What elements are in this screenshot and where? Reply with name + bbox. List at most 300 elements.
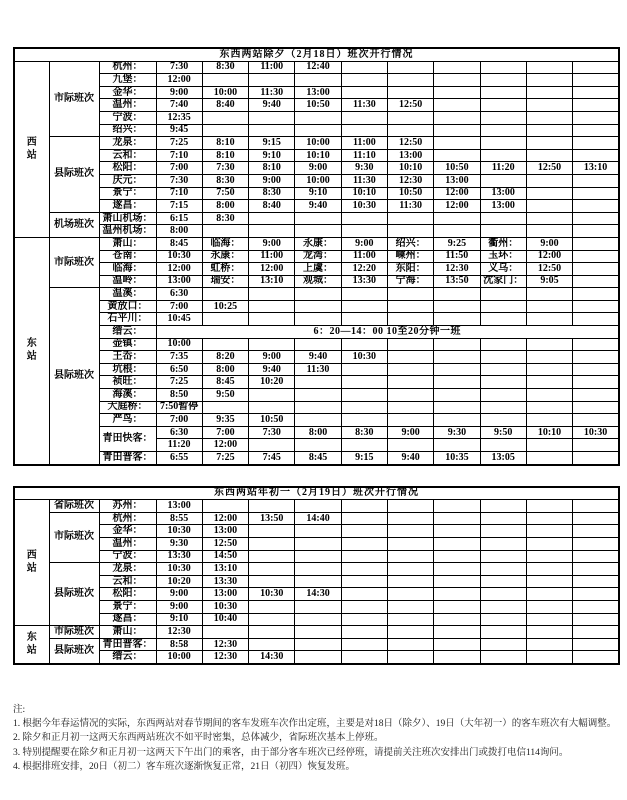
dest-label: 萧山机场： xyxy=(99,212,156,225)
empty-cell xyxy=(573,74,619,87)
time-cell: 9:00 xyxy=(156,600,202,613)
time-cell: 6:15 xyxy=(156,212,202,225)
empty-cell xyxy=(526,414,572,427)
empty-cell xyxy=(480,512,526,525)
empty-cell xyxy=(295,525,341,538)
empty-cell xyxy=(341,212,387,225)
empty-cell xyxy=(434,613,480,626)
empty-cell xyxy=(387,338,433,351)
note-item: 1. 根据今年春运情况的实际，东西两站对春节期间的客车发班车次作出定班，主要是对18日（除夕）、19日（大年初一）的客车班次有大幅调整。 xyxy=(13,719,617,730)
time-cell: 9:45 xyxy=(156,124,202,137)
time-cell: 13:10 xyxy=(573,162,619,175)
empty-cell xyxy=(434,338,480,351)
schedule-row xyxy=(14,638,619,651)
dest-label: 青田普客： xyxy=(99,638,156,651)
empty-cell xyxy=(249,575,295,588)
empty-cell xyxy=(573,537,619,550)
schedule-row xyxy=(14,61,619,74)
time-cell: 9:10 xyxy=(249,149,295,162)
empty-cell xyxy=(480,288,526,301)
schedule-row xyxy=(14,300,619,313)
empty-cell xyxy=(434,111,480,124)
empty-cell xyxy=(387,600,433,613)
category-label: 机场班次 xyxy=(49,212,99,237)
empty-cell xyxy=(573,86,619,99)
dest-label: 玉环： xyxy=(480,250,526,263)
empty-cell xyxy=(295,338,341,351)
empty-cell xyxy=(526,111,572,124)
time-cell: 11:30 xyxy=(249,86,295,99)
empty-cell xyxy=(295,651,341,664)
empty-cell xyxy=(249,313,295,326)
time-cell: 9:00 xyxy=(156,86,202,99)
empty-cell xyxy=(387,500,433,513)
empty-cell xyxy=(249,626,295,639)
empty-cell xyxy=(573,237,619,250)
time-cell: 7:10 xyxy=(156,187,202,200)
empty-cell xyxy=(480,86,526,99)
empty-cell xyxy=(387,351,433,364)
empty-cell xyxy=(341,512,387,525)
empty-cell xyxy=(573,550,619,563)
schedule-row xyxy=(14,74,619,87)
schedule-row xyxy=(14,452,619,465)
station-char: 西 xyxy=(26,136,37,148)
dest-label: 临海： xyxy=(99,263,156,276)
dest-label: 观城： xyxy=(295,275,341,288)
time-cell: 10:00 xyxy=(156,338,202,351)
empty-cell xyxy=(526,563,572,576)
time-cell: 8:00 xyxy=(156,225,202,238)
empty-cell xyxy=(341,363,387,376)
time-cell: 8:00 xyxy=(202,200,248,213)
empty-cell xyxy=(202,338,248,351)
empty-cell xyxy=(249,124,295,137)
empty-cell xyxy=(573,149,619,162)
time-cell: 10:30 xyxy=(249,588,295,601)
empty-cell xyxy=(341,225,387,238)
category-label: 县际班次 xyxy=(49,563,99,626)
time-cell: 10:00 xyxy=(295,174,341,187)
time-cell: 7:25 xyxy=(156,376,202,389)
empty-cell xyxy=(526,351,572,364)
dest-label: 温溪： xyxy=(99,288,156,301)
empty-cell xyxy=(480,124,526,137)
schedule-row xyxy=(14,86,619,99)
schedule-row xyxy=(14,174,619,187)
time-cell: 7:30 xyxy=(249,426,295,439)
empty-cell xyxy=(480,61,526,74)
empty-cell xyxy=(295,500,341,513)
empty-cell xyxy=(526,149,572,162)
category-label: 市际班次 xyxy=(49,512,99,562)
time-cell: 8:30 xyxy=(202,174,248,187)
schedule-row xyxy=(14,626,619,639)
empty-cell xyxy=(434,149,480,162)
empty-cell xyxy=(526,588,572,601)
dest-label: 苍南： xyxy=(99,250,156,263)
empty-cell xyxy=(526,74,572,87)
station-char: 东 xyxy=(26,632,37,644)
time-cell: 10:10 xyxy=(341,187,387,200)
empty-cell xyxy=(202,626,248,639)
time-cell: 12:50 xyxy=(387,99,433,112)
empty-cell xyxy=(202,124,248,137)
time-cell: 6:50 xyxy=(156,363,202,376)
dest-label: 严鸟： xyxy=(99,414,156,427)
time-cell: 7:50 xyxy=(202,187,248,200)
empty-cell xyxy=(434,300,480,313)
empty-cell xyxy=(480,351,526,364)
empty-cell xyxy=(434,212,480,225)
dest-label: 嵊州： xyxy=(387,250,433,263)
empty-cell xyxy=(526,200,572,213)
empty-cell xyxy=(295,225,341,238)
schedule-row xyxy=(14,212,619,225)
empty-cell xyxy=(573,452,619,465)
time-cell: 13:10 xyxy=(202,563,248,576)
time-cell: 8:50 xyxy=(156,389,202,402)
empty-cell xyxy=(249,389,295,402)
empty-cell xyxy=(387,537,433,550)
empty-cell xyxy=(526,389,572,402)
time-cell: 12:00 xyxy=(249,263,295,276)
time-cell: 10:00 xyxy=(156,651,202,664)
time-cell: 13:05 xyxy=(480,452,526,465)
empty-cell xyxy=(480,537,526,550)
empty-cell xyxy=(434,638,480,651)
empty-cell xyxy=(387,124,433,137)
dest-label: 壶镇： xyxy=(99,338,156,351)
empty-cell xyxy=(434,537,480,550)
empty-cell xyxy=(341,111,387,124)
dest-label: 青田快客： xyxy=(99,426,156,451)
empty-cell xyxy=(387,86,433,99)
schedule-row xyxy=(14,137,619,150)
empty-cell xyxy=(573,300,619,313)
empty-cell xyxy=(480,626,526,639)
time-cell: 13:00 xyxy=(480,187,526,200)
time-cell: 10:50 xyxy=(249,414,295,427)
empty-cell xyxy=(434,525,480,538)
empty-cell xyxy=(573,363,619,376)
schedule-row xyxy=(14,600,619,613)
empty-cell xyxy=(480,638,526,651)
empty-cell xyxy=(573,512,619,525)
empty-cell xyxy=(434,439,480,452)
time-cell: 9:40 xyxy=(249,99,295,112)
empty-cell xyxy=(249,300,295,313)
empty-cell xyxy=(387,613,433,626)
time-cell: 9:00 xyxy=(249,237,295,250)
time-cell: 14:40 xyxy=(295,512,341,525)
time-cell: 12:00 xyxy=(202,512,248,525)
empty-cell xyxy=(480,550,526,563)
empty-cell xyxy=(573,212,619,225)
schedule-row xyxy=(14,326,619,339)
time-cell: 8:20 xyxy=(202,351,248,364)
dest-label: 杭州： xyxy=(99,512,156,525)
empty-cell xyxy=(387,525,433,538)
empty-cell xyxy=(573,613,619,626)
empty-cell xyxy=(341,300,387,313)
time-cell: 9:00 xyxy=(249,174,295,187)
time-cell: 9:00 xyxy=(341,237,387,250)
tables-container xyxy=(13,47,620,665)
empty-cell xyxy=(249,613,295,626)
time-cell: 11:20 xyxy=(480,162,526,175)
dest-label: 金华： xyxy=(99,86,156,99)
time-cell: 8:40 xyxy=(202,99,248,112)
dest-label: 王岙： xyxy=(99,351,156,364)
empty-cell xyxy=(295,376,341,389)
time-cell: 8:40 xyxy=(249,200,295,213)
time-cell: 7:50暂停 xyxy=(156,401,202,414)
empty-cell xyxy=(480,563,526,576)
empty-cell xyxy=(341,638,387,651)
empty-cell xyxy=(434,651,480,664)
dest-label: 景宁： xyxy=(99,600,156,613)
empty-cell xyxy=(526,174,572,187)
time-cell: 7:30 xyxy=(202,162,248,175)
empty-cell xyxy=(295,626,341,639)
empty-cell xyxy=(480,651,526,664)
schedule-row xyxy=(14,426,619,439)
time-cell: 10:10 xyxy=(526,426,572,439)
empty-cell xyxy=(573,263,619,276)
dest-label: 金华： xyxy=(99,525,156,538)
empty-cell xyxy=(387,401,433,414)
empty-cell xyxy=(573,275,619,288)
dest-label: 临海： xyxy=(202,237,248,250)
empty-cell xyxy=(526,613,572,626)
time-cell: 12:00 xyxy=(526,250,572,263)
empty-cell xyxy=(249,212,295,225)
time-cell: 14:30 xyxy=(249,651,295,664)
time-cell: 12:30 xyxy=(387,174,433,187)
empty-cell xyxy=(387,626,433,639)
schedule-row xyxy=(14,149,619,162)
category-label: 市际班次 xyxy=(49,237,99,287)
empty-cell xyxy=(341,600,387,613)
time-cell: 10:50 xyxy=(434,162,480,175)
schedule-row xyxy=(14,414,619,427)
empty-cell xyxy=(341,439,387,452)
empty-cell xyxy=(295,300,341,313)
time-cell: 12:50 xyxy=(526,263,572,276)
dest-label: 九堡： xyxy=(99,74,156,87)
empty-cell xyxy=(295,212,341,225)
empty-cell xyxy=(295,537,341,550)
empty-cell xyxy=(341,86,387,99)
empty-cell xyxy=(249,638,295,651)
empty-cell xyxy=(526,651,572,664)
dest-label: 衢州： xyxy=(480,237,526,250)
time-cell: 12:00 xyxy=(434,200,480,213)
empty-cell xyxy=(573,600,619,613)
time-cell: 10:25 xyxy=(202,300,248,313)
schedule-row xyxy=(14,550,619,563)
empty-cell xyxy=(573,575,619,588)
time-cell: 10:30 xyxy=(156,250,202,263)
empty-cell xyxy=(480,111,526,124)
schedule-row xyxy=(14,99,619,112)
time-cell: 10:20 xyxy=(249,376,295,389)
empty-cell xyxy=(387,61,433,74)
time-cell: 13:30 xyxy=(341,275,387,288)
notes-heading: 注: xyxy=(13,704,26,715)
time-cell: 9:40 xyxy=(249,363,295,376)
time-cell: 11:30 xyxy=(295,363,341,376)
time-cell: 12:50 xyxy=(526,162,572,175)
station-label xyxy=(14,500,49,626)
time-cell: 10:30 xyxy=(156,525,202,538)
empty-cell xyxy=(341,500,387,513)
empty-cell xyxy=(341,575,387,588)
dest-label: 龙泉： xyxy=(99,137,156,150)
empty-cell xyxy=(249,401,295,414)
empty-cell xyxy=(249,338,295,351)
station-label xyxy=(14,626,49,664)
empty-cell xyxy=(480,225,526,238)
schedule-table xyxy=(13,47,620,466)
dest-label: 松阳： xyxy=(99,162,156,175)
empty-cell xyxy=(434,137,480,150)
empty-cell xyxy=(434,512,480,525)
dest-label: 云和： xyxy=(99,575,156,588)
time-cell: 9:00 xyxy=(156,588,202,601)
empty-cell xyxy=(480,613,526,626)
dest-label: 遂昌： xyxy=(99,613,156,626)
empty-cell xyxy=(573,200,619,213)
time-cell: 8:45 xyxy=(156,237,202,250)
table-title: 东西两站除夕（2月18日）班次开行情况 xyxy=(14,48,619,61)
dest-label: 杭州： xyxy=(99,61,156,74)
time-cell: 8:30 xyxy=(249,187,295,200)
time-cell: 6:30 xyxy=(156,288,202,301)
time-cell: 7:30 xyxy=(156,174,202,187)
schedule-row xyxy=(14,588,619,601)
empty-cell xyxy=(573,439,619,452)
empty-cell xyxy=(573,250,619,263)
empty-cell xyxy=(341,61,387,74)
empty-cell xyxy=(295,313,341,326)
empty-cell xyxy=(526,124,572,137)
time-cell: 13:00 xyxy=(434,174,480,187)
dest-label: 黄放口： xyxy=(99,300,156,313)
dest-label: 青田普客： xyxy=(99,452,156,465)
schedule-row xyxy=(14,563,619,576)
empty-cell xyxy=(573,174,619,187)
time-cell: 13:00 xyxy=(202,525,248,538)
schedule-row xyxy=(14,111,619,124)
empty-cell xyxy=(341,401,387,414)
empty-cell xyxy=(387,588,433,601)
dest-label: 温州机场： xyxy=(99,225,156,238)
time-cell: 9:15 xyxy=(249,137,295,150)
schedule-row xyxy=(14,401,619,414)
empty-cell xyxy=(434,588,480,601)
empty-cell xyxy=(387,651,433,664)
time-cell: 7:35 xyxy=(156,351,202,364)
empty-cell xyxy=(341,414,387,427)
time-cell: 11:30 xyxy=(341,99,387,112)
time-cell: 9:50 xyxy=(202,389,248,402)
empty-cell xyxy=(295,111,341,124)
dest-label: 景宁： xyxy=(99,187,156,200)
empty-cell xyxy=(573,376,619,389)
time-cell: 10:30 xyxy=(156,563,202,576)
empty-cell xyxy=(526,61,572,74)
empty-cell xyxy=(434,389,480,402)
station-char: 站 xyxy=(26,645,37,657)
empty-cell xyxy=(480,74,526,87)
empty-cell xyxy=(202,401,248,414)
empty-cell xyxy=(526,401,572,414)
empty-cell xyxy=(573,313,619,326)
empty-cell xyxy=(480,313,526,326)
empty-cell xyxy=(480,575,526,588)
time-cell: 10:50 xyxy=(295,99,341,112)
table-title: 东西两站年初一（2月19日）班次开行情况 xyxy=(14,487,619,500)
empty-cell xyxy=(387,363,433,376)
empty-cell xyxy=(573,61,619,74)
time-cell: 10:30 xyxy=(573,426,619,439)
time-cell: 7:40 xyxy=(156,99,202,112)
time-cell: 10:30 xyxy=(341,351,387,364)
time-cell: 9:30 xyxy=(341,162,387,175)
dest-label: 石平川： xyxy=(99,313,156,326)
empty-cell xyxy=(341,124,387,137)
dest-label: 云和： xyxy=(99,149,156,162)
empty-cell xyxy=(249,111,295,124)
empty-cell xyxy=(202,500,248,513)
empty-cell xyxy=(249,550,295,563)
schedule-row xyxy=(14,225,619,238)
empty-cell xyxy=(434,575,480,588)
empty-cell xyxy=(295,638,341,651)
empty-cell xyxy=(434,414,480,427)
time-cell: 10:00 xyxy=(202,86,248,99)
notes-section xyxy=(13,703,617,774)
category-label: 市际班次 xyxy=(49,61,99,137)
time-cell: 12:30 xyxy=(202,638,248,651)
empty-cell xyxy=(526,626,572,639)
empty-cell xyxy=(341,74,387,87)
time-cell: 10:50 xyxy=(387,187,433,200)
time-cell: 12:00 xyxy=(434,187,480,200)
dest-label: 龙湾： xyxy=(295,250,341,263)
schedule-row xyxy=(14,275,619,288)
time-cell: 14:50 xyxy=(202,550,248,563)
empty-cell xyxy=(295,600,341,613)
dest-label: 苏州： xyxy=(99,500,156,513)
empty-cell xyxy=(341,550,387,563)
station-char: 西 xyxy=(26,550,37,562)
dest-label: 缙云： xyxy=(99,326,156,339)
schedule-row xyxy=(14,313,619,326)
time-cell: 9:05 xyxy=(526,275,572,288)
empty-cell xyxy=(480,376,526,389)
station-char: 站 xyxy=(26,149,37,161)
time-cell: 12:00 xyxy=(156,263,202,276)
empty-cell xyxy=(480,300,526,313)
time-cell: 9:40 xyxy=(295,200,341,213)
dest-label: 温州： xyxy=(99,99,156,112)
time-cell: 7:10 xyxy=(156,149,202,162)
dest-label: 遂昌： xyxy=(99,200,156,213)
time-cell: 7:00 xyxy=(202,426,248,439)
